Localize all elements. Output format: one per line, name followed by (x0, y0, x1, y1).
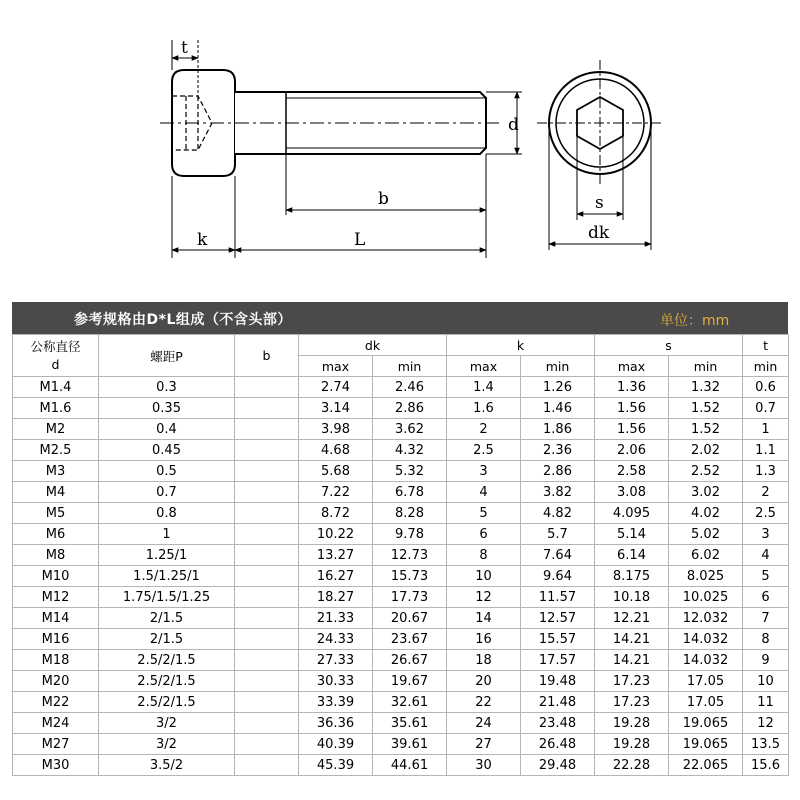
cell-k-max: 18 (447, 650, 521, 671)
cell-k-min: 1.26 (521, 377, 595, 398)
cell-s-min: 2.02 (669, 440, 743, 461)
cell-s-min: 10.025 (669, 587, 743, 608)
cell-nominal-diameter: M12 (13, 587, 99, 608)
cell-s-min: 1.52 (669, 419, 743, 440)
cell-dk-min: 6.78 (373, 482, 447, 503)
cell-nominal-diameter: M3 (13, 461, 99, 482)
cell-s-min: 14.032 (669, 629, 743, 650)
cell-nominal-diameter: M6 (13, 524, 99, 545)
cell-k-max: 8 (447, 545, 521, 566)
cell-b (235, 440, 299, 461)
cell-k-max: 16 (447, 629, 521, 650)
cell-s-min: 6.02 (669, 545, 743, 566)
cell-t-min: 0.7 (743, 398, 789, 419)
cell-s-max: 8.175 (595, 566, 669, 587)
cell-dk-max: 13.27 (299, 545, 373, 566)
cell-k-max: 5 (447, 503, 521, 524)
cell-dk-min: 5.32 (373, 461, 447, 482)
cell-s-max: 14.21 (595, 650, 669, 671)
cell-dk-max: 3.98 (299, 419, 373, 440)
cell-pitch: 3/2 (99, 713, 235, 734)
col-header-pitch: 螺距P (99, 335, 235, 377)
cell-nominal-diameter: M24 (13, 713, 99, 734)
cell-k-max: 20 (447, 671, 521, 692)
table-row (13, 587, 789, 608)
label-L: L (354, 230, 366, 250)
cell-dk-max: 45.39 (299, 755, 373, 776)
col-header-b: b (235, 335, 299, 377)
spec-header-bar (12, 302, 788, 334)
cell-nominal-diameter: M30 (13, 755, 99, 776)
subheader-k-max: max (447, 356, 521, 377)
cell-b (235, 566, 299, 587)
cell-t-min: 9 (743, 650, 789, 671)
cell-s-min: 1.32 (669, 377, 743, 398)
table-row (13, 629, 789, 650)
cell-pitch: 0.35 (99, 398, 235, 419)
cell-t-min: 12 (743, 713, 789, 734)
cell-dk-max: 21.33 (299, 608, 373, 629)
cell-dk-max: 5.68 (299, 461, 373, 482)
cell-s-min: 14.032 (669, 650, 743, 671)
cell-dk-min: 3.62 (373, 419, 447, 440)
cell-b (235, 755, 299, 776)
cell-s-min: 4.02 (669, 503, 743, 524)
cell-s-min: 8.025 (669, 566, 743, 587)
cell-dk-max: 4.68 (299, 440, 373, 461)
cell-pitch: 1.75/1.5/1.25 (99, 587, 235, 608)
cell-nominal-diameter: M10 (13, 566, 99, 587)
cell-b (235, 671, 299, 692)
spec-title: 参考规格由D*L组成（不含头部） (74, 312, 292, 328)
cell-k-min: 17.57 (521, 650, 595, 671)
cell-dk-min: 35.61 (373, 713, 447, 734)
cell-s-min: 5.02 (669, 524, 743, 545)
cell-k-max: 1.4 (447, 377, 521, 398)
cell-s-max: 19.28 (595, 713, 669, 734)
cell-s-max: 1.56 (595, 398, 669, 419)
cell-b (235, 398, 299, 419)
cell-s-max: 19.28 (595, 734, 669, 755)
cell-pitch: 0.3 (99, 377, 235, 398)
cell-k-min: 2.86 (521, 461, 595, 482)
cell-t-min: 6 (743, 587, 789, 608)
cell-b (235, 524, 299, 545)
cell-s-max: 5.14 (595, 524, 669, 545)
cell-t-min: 13.5 (743, 734, 789, 755)
cell-pitch: 3/2 (99, 734, 235, 755)
cell-pitch: 2.5/2/1.5 (99, 692, 235, 713)
cell-k-min: 23.48 (521, 713, 595, 734)
cell-dk-min: 12.73 (373, 545, 447, 566)
cell-dk-max: 33.39 (299, 692, 373, 713)
label-dk: dk (588, 223, 610, 243)
cell-s-max: 17.23 (595, 671, 669, 692)
cell-pitch: 0.7 (99, 482, 235, 503)
cell-s-max: 3.08 (595, 482, 669, 503)
cell-pitch: 0.5 (99, 461, 235, 482)
screw-side-view (160, 38, 522, 258)
cell-t-min: 1 (743, 419, 789, 440)
cell-t-min: 15.6 (743, 755, 789, 776)
cell-dk-max: 10.22 (299, 524, 373, 545)
col-header-nominal-diameter: 公称直径 d (13, 335, 99, 377)
cell-t-min: 5 (743, 566, 789, 587)
cell-dk-max: 36.36 (299, 713, 373, 734)
cell-k-min: 12.57 (521, 608, 595, 629)
cell-b (235, 482, 299, 503)
cell-t-min: 2.5 (743, 503, 789, 524)
cell-dk-min: 17.73 (373, 587, 447, 608)
table-row (13, 692, 789, 713)
cell-dk-min: 32.61 (373, 692, 447, 713)
subheader-dk-max: max (299, 356, 373, 377)
cell-k-max: 3 (447, 461, 521, 482)
cell-k-max: 22 (447, 692, 521, 713)
cell-nominal-diameter: M1.4 (13, 377, 99, 398)
cell-s-min: 17.05 (669, 671, 743, 692)
table-row (13, 440, 789, 461)
cell-dk-min: 15.73 (373, 566, 447, 587)
cell-t-min: 2 (743, 482, 789, 503)
table-row (13, 734, 789, 755)
cell-k-max: 12 (447, 587, 521, 608)
cell-dk-max: 7.22 (299, 482, 373, 503)
cell-dk-max: 3.14 (299, 398, 373, 419)
cell-dk-max: 24.33 (299, 629, 373, 650)
cell-k-max: 24 (447, 713, 521, 734)
cell-b (235, 461, 299, 482)
table-row (13, 713, 789, 734)
cell-k-min: 15.57 (521, 629, 595, 650)
cell-dk-max: 30.33 (299, 671, 373, 692)
subheader-t-min: min (743, 356, 789, 377)
cell-nominal-diameter: M2.5 (13, 440, 99, 461)
cell-k-min: 9.64 (521, 566, 595, 587)
cell-s-max: 10.18 (595, 587, 669, 608)
cell-t-min: 4 (743, 545, 789, 566)
cell-s-max: 6.14 (595, 545, 669, 566)
cell-k-min: 29.48 (521, 755, 595, 776)
cell-b (235, 545, 299, 566)
cell-k-min: 19.48 (521, 671, 595, 692)
cell-k-max: 10 (447, 566, 521, 587)
cell-b (235, 713, 299, 734)
cell-t-min: 11 (743, 692, 789, 713)
cell-pitch: 3.5/2 (99, 755, 235, 776)
cell-pitch: 1.5/1.25/1 (99, 566, 235, 587)
col-header-dk: dk (299, 335, 447, 356)
cell-dk-max: 18.27 (299, 587, 373, 608)
cell-pitch: 2/1.5 (99, 608, 235, 629)
screw-technical-drawing (0, 0, 800, 290)
cell-dk-min: 26.67 (373, 650, 447, 671)
table-row (13, 398, 789, 419)
cell-dk-min: 8.28 (373, 503, 447, 524)
cell-k-max: 2.5 (447, 440, 521, 461)
cell-k-min: 11.57 (521, 587, 595, 608)
cell-t-min: 0.6 (743, 377, 789, 398)
cell-k-min: 5.7 (521, 524, 595, 545)
cell-k-min: 7.64 (521, 545, 595, 566)
cell-s-max: 2.06 (595, 440, 669, 461)
cell-b (235, 629, 299, 650)
cell-k-max: 27 (447, 734, 521, 755)
subheader-dk-min: min (373, 356, 447, 377)
cell-dk-min: 20.67 (373, 608, 447, 629)
cell-s-min: 19.065 (669, 734, 743, 755)
cell-s-max: 1.56 (595, 419, 669, 440)
subheader-s-max: max (595, 356, 669, 377)
cell-k-max: 1.6 (447, 398, 521, 419)
label-b: b (378, 189, 389, 209)
cell-s-min: 22.065 (669, 755, 743, 776)
cell-k-max: 2 (447, 419, 521, 440)
cell-pitch: 1 (99, 524, 235, 545)
cell-b (235, 650, 299, 671)
cell-nominal-diameter: M5 (13, 503, 99, 524)
cell-pitch: 2/1.5 (99, 629, 235, 650)
cell-b (235, 734, 299, 755)
cell-dk-min: 19.67 (373, 671, 447, 692)
cell-dk-min: 9.78 (373, 524, 447, 545)
label-k: k (197, 230, 208, 250)
cell-nominal-diameter: M8 (13, 545, 99, 566)
cell-s-max: 22.28 (595, 755, 669, 776)
table-row (13, 524, 789, 545)
cell-nominal-diameter: M2 (13, 419, 99, 440)
cell-k-min: 26.48 (521, 734, 595, 755)
cell-s-min: 19.065 (669, 713, 743, 734)
cell-dk-max: 8.72 (299, 503, 373, 524)
cell-dk-max: 16.27 (299, 566, 373, 587)
col-header-t: t (743, 335, 789, 356)
cell-nominal-diameter: M16 (13, 629, 99, 650)
screw-end-view (537, 60, 663, 250)
cell-nominal-diameter: M1.6 (13, 398, 99, 419)
cell-s-max: 4.095 (595, 503, 669, 524)
cell-b (235, 419, 299, 440)
cell-dk-min: 2.86 (373, 398, 447, 419)
cell-dk-max: 27.33 (299, 650, 373, 671)
cell-k-min: 2.36 (521, 440, 595, 461)
cell-t-min: 10 (743, 671, 789, 692)
cell-pitch: 2.5/2/1.5 (99, 650, 235, 671)
cell-k-max: 14 (447, 608, 521, 629)
cell-s-max: 17.23 (595, 692, 669, 713)
cell-s-min: 17.05 (669, 692, 743, 713)
cell-k-min: 4.82 (521, 503, 595, 524)
cell-s-max: 2.58 (595, 461, 669, 482)
cell-s-min: 3.02 (669, 482, 743, 503)
cell-dk-min: 2.46 (373, 377, 447, 398)
table-row (13, 419, 789, 440)
cell-dk-max: 40.39 (299, 734, 373, 755)
cell-b (235, 608, 299, 629)
col-header-s: s (595, 335, 743, 356)
cell-pitch: 0.8 (99, 503, 235, 524)
cell-k-min: 3.82 (521, 482, 595, 503)
cell-t-min: 1.1 (743, 440, 789, 461)
subheader-k-min: min (521, 356, 595, 377)
table-row (13, 566, 789, 587)
table-row (13, 608, 789, 629)
cell-s-max: 1.36 (595, 377, 669, 398)
col-header-k: k (447, 335, 595, 356)
cell-nominal-diameter: M20 (13, 671, 99, 692)
cell-dk-min: 23.67 (373, 629, 447, 650)
cell-s-min: 2.52 (669, 461, 743, 482)
cell-t-min: 1.3 (743, 461, 789, 482)
table-row (13, 671, 789, 692)
cell-b (235, 377, 299, 398)
cell-dk-min: 39.61 (373, 734, 447, 755)
cell-k-max: 30 (447, 755, 521, 776)
cell-t-min: 3 (743, 524, 789, 545)
table-row (13, 461, 789, 482)
table-row (13, 755, 789, 776)
cell-pitch: 2.5/2/1.5 (99, 671, 235, 692)
cell-b (235, 692, 299, 713)
cell-pitch: 0.45 (99, 440, 235, 461)
table-row (13, 650, 789, 671)
cell-t-min: 7 (743, 608, 789, 629)
cell-nominal-diameter: M22 (13, 692, 99, 713)
table-row (13, 503, 789, 524)
cell-nominal-diameter: M4 (13, 482, 99, 503)
cell-pitch: 0.4 (99, 419, 235, 440)
cell-nominal-diameter: M14 (13, 608, 99, 629)
label-s: s (595, 193, 604, 213)
cell-b (235, 503, 299, 524)
cell-nominal-diameter: M18 (13, 650, 99, 671)
label-d: d (508, 115, 519, 135)
table-row (13, 545, 789, 566)
label-t: t (181, 38, 188, 58)
cell-s-max: 12.21 (595, 608, 669, 629)
cell-dk-min: 4.32 (373, 440, 447, 461)
cell-dk-min: 44.61 (373, 755, 447, 776)
cell-k-min: 21.48 (521, 692, 595, 713)
cell-nominal-diameter: M27 (13, 734, 99, 755)
unit-label: 单位：mm (660, 313, 730, 329)
cell-dk-max: 2.74 (299, 377, 373, 398)
table-row (13, 377, 789, 398)
cell-k-max: 6 (447, 524, 521, 545)
cell-b (235, 587, 299, 608)
cell-k-max: 4 (447, 482, 521, 503)
cell-s-max: 14.21 (595, 629, 669, 650)
spec-table (12, 334, 789, 776)
cell-s-min: 1.52 (669, 398, 743, 419)
spec-table-body (13, 377, 789, 776)
subheader-s-min: min (669, 356, 743, 377)
cell-k-min: 1.86 (521, 419, 595, 440)
cell-t-min: 8 (743, 629, 789, 650)
table-row (13, 482, 789, 503)
cell-pitch: 1.25/1 (99, 545, 235, 566)
cell-k-min: 1.46 (521, 398, 595, 419)
cell-s-min: 12.032 (669, 608, 743, 629)
